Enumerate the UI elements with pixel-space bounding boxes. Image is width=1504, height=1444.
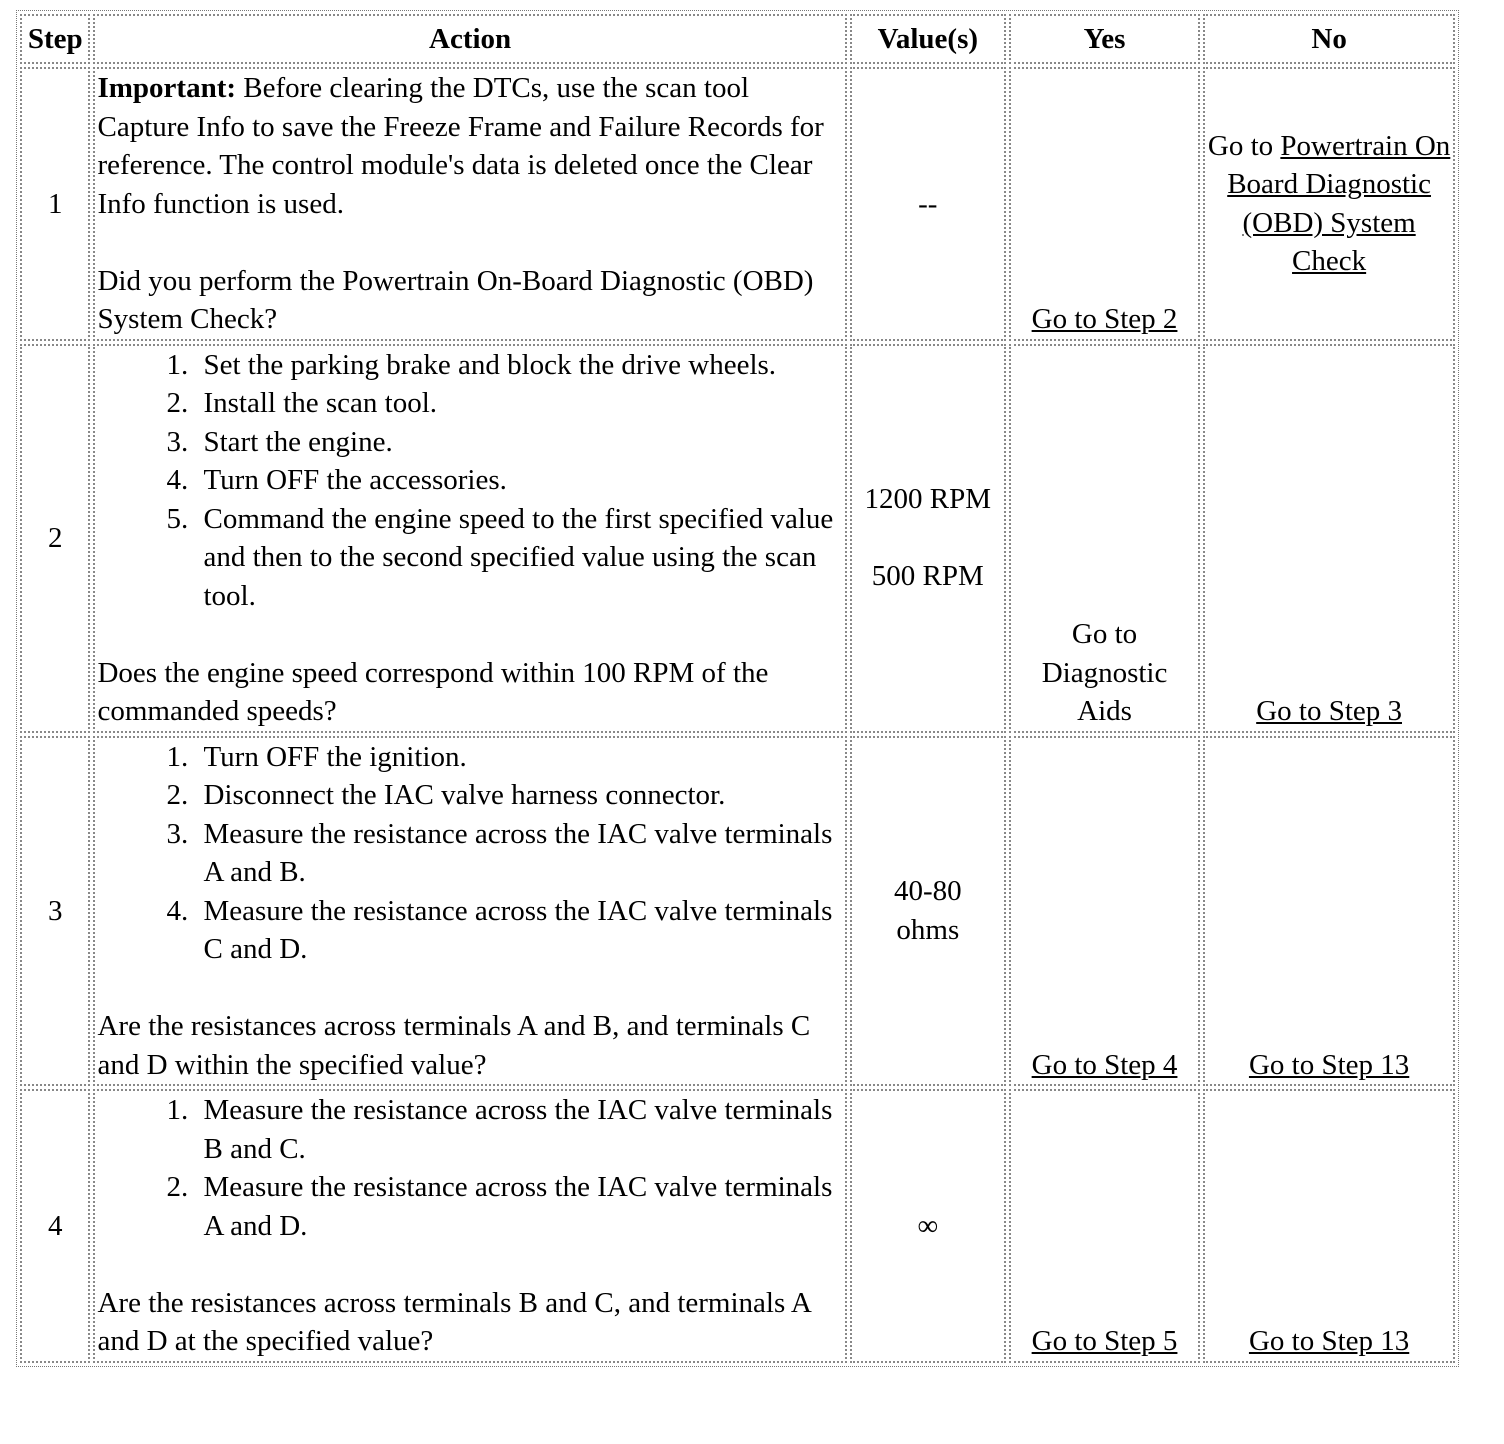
no-cell [1203,736,1455,1087]
no-cell [1203,67,1455,341]
yes-cell [1009,1089,1200,1363]
action-cell [93,67,846,341]
yes-link[interactable]: Go to Step 4 [1031,1048,1178,1081]
list-item: 2. Disconnect the IAC valve harness connector. [195,776,842,815]
list-item: 1. Measure the resistance across the IAC valve terminals B and C. [195,1091,842,1168]
list-item: 1. Turn OFF the ignition. [195,738,842,777]
header-action: Action [93,14,846,64]
yes-text: Go to Diagnostic Aids [1041,618,1168,727]
value-cell: -- [850,67,1006,341]
value-cell [850,344,1006,733]
important-label: Important: [97,72,237,104]
action-list [97,346,842,616]
yes-link[interactable]: Go to Step 5 [1031,1325,1178,1357]
header-values: Value(s) [850,14,1006,64]
list-item: 3. Measure the resistance across the IAC valve terminals A and B. [195,815,842,892]
list-item: 1. Set the parking brake and block the drive wheels. [195,346,842,385]
question: Are the resistances across terminals A and B, and terminals C and D within the specified value? [97,1010,811,1081]
table-row [20,67,1455,341]
no-link[interactable]: Go to Step 13 [1248,1325,1410,1357]
action-list [97,1091,842,1245]
question: Are the resistances across terminals B and C, and terminals A and D at the specified value? [97,1286,811,1357]
action-cell [93,344,846,733]
no-cell [1203,344,1455,733]
table-row [20,1089,1455,1363]
header-row [20,14,1455,64]
list-item: 5. Command the engine speed to the first specified value and then to the second specified value using the scan tool. [195,500,842,616]
no-link[interactable]: Go to Step 3 [1256,695,1402,727]
diagnostic-table [16,10,1459,1367]
no-cell [1203,1089,1455,1363]
no-link[interactable]: Powertrain On Board Diagnostic (OBD) System Check [1227,129,1451,278]
step-number: 3 [20,736,90,1087]
value-2: 500 RPM [871,560,984,593]
list-item: 2. Measure the resistance across the IAC valve terminals A and D. [195,1168,842,1245]
yes-link[interactable]: Go to Step 2 [1031,303,1178,335]
value-cell: ∞ [850,1089,1006,1363]
header-step: Step [20,14,90,64]
step-number: 1 [20,67,90,341]
header-yes: Yes [1009,14,1200,64]
action-cell [93,1089,846,1363]
action-cell [93,736,846,1087]
no-prefix: Go to [1207,129,1281,162]
yes-cell [1009,736,1200,1087]
table-row [20,736,1455,1087]
question: Did you perform the Powertrain On-Board Diagnostic (OBD) System Check? [97,264,814,335]
table-row [20,344,1455,733]
header-no: No [1203,14,1455,64]
value-cell: 40-80 ohms [850,736,1006,1087]
step-number: 2 [20,344,90,733]
no-link[interactable]: Go to Step 13 [1248,1048,1410,1081]
important-text: Before clearing the DTCs, use the scan tool Capture Info to save the Freeze Frame and Failure Records for reference. The control module's data is deleted once the Clear Info function is used. [97,72,824,220]
list-item: 2. Install the scan tool. [195,384,842,423]
action-list [97,738,842,969]
list-item: 3. Start the engine. [195,423,842,462]
question: Does the engine speed correspond within 100 RPM of the commanded speeds? [97,656,769,727]
list-item: 4. Measure the resistance across the IAC valve terminals C and D. [195,892,842,969]
value-1: 1200 RPM [864,483,992,516]
yes-cell [1009,344,1200,733]
list-item: 4. Turn OFF the accessories. [195,461,842,500]
yes-cell [1009,67,1200,341]
step-number: 4 [20,1089,90,1363]
